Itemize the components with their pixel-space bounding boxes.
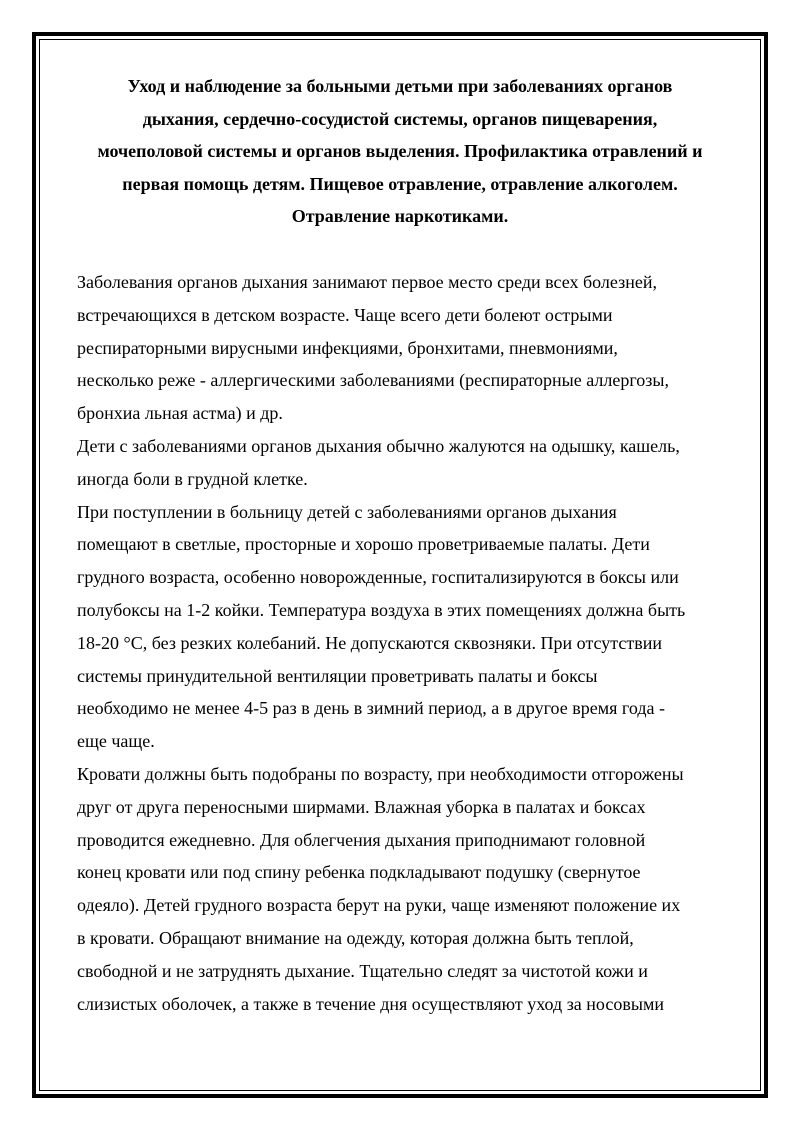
body-line: одеяло). Детей грудного возраста берут на руки, чаще изменяют положение их bbox=[77, 895, 681, 916]
title-line: Отравление наркотиками. bbox=[291, 206, 509, 227]
body-line: Дети с заболеваниями органов дыхания обычно жалуются на одышку, кашель, bbox=[77, 435, 680, 456]
body-line: друг от друга переносными ширмами. Влажная уборка в палатах и боксах bbox=[77, 796, 646, 817]
body-line: грудного возраста, особенно новорожденные, госпитализируются в боксы или bbox=[77, 567, 679, 588]
title-line: дыхания, сердечно-сосудистой системы, органов пищеварения, bbox=[142, 108, 658, 129]
page-title bbox=[60, 70, 740, 233]
body-line: свободной и не затруднять дыхание. Тщательно следят за чистотой кожи и bbox=[77, 960, 648, 981]
body-line: необходимо не менее 4-5 раз в день в зимний период, а в другое время года - bbox=[77, 698, 665, 719]
body-line: проводится ежедневно. Для облегчения дыхания приподнимают головной bbox=[77, 829, 646, 850]
body-text bbox=[77, 266, 737, 1020]
title-line: Уход и наблюдение за больными детьми при заболеваниях органов bbox=[127, 76, 673, 96]
body-line: системы принудительной вентиляции проветривать палаты и боксы bbox=[77, 665, 598, 686]
body-line: в кровати. Обращают внимание на одежду, которая должна быть теплой, bbox=[77, 927, 634, 948]
body-line: несколько реже - аллергическими заболеваниями (респираторные аллергозы, bbox=[77, 370, 669, 391]
body-line: конец кровати или под спину ребенка подкладывают подушку (свернутое bbox=[77, 862, 641, 883]
body-line: Кровати должны быть подобраны по возрасту, при необходимости отгорожены bbox=[77, 763, 684, 784]
body-line: полубоксы на 1-2 койки. Температура воздуха в этих помещениях должна быть bbox=[77, 599, 686, 620]
body-line: помещают в светлые, просторные и хорошо проветриваемые палаты. Дети bbox=[77, 534, 650, 555]
body-line: респираторными вирусными инфекциями, бронхитами, пневмониями, bbox=[77, 337, 618, 358]
body-line: 18-20 °С, без резких колебаний. Не допускаются сквозняки. При отсутствии bbox=[77, 632, 662, 653]
body-line: При поступлении в больницу детей с заболеваниями органов дыхания bbox=[77, 501, 617, 522]
body-line: бронхиа льная астма) и др. bbox=[77, 403, 283, 424]
body-line: еще чаще. bbox=[77, 731, 155, 752]
body-line: Заболевания органов дыхания занимают первое место среди всех болезней, bbox=[77, 272, 657, 292]
body-line: слизистых оболочек, а также в течение дня осуществляют уход за носовыми bbox=[77, 993, 664, 1014]
title-line: первая помощь детям. Пищевое отравление, отравление алкоголем. bbox=[122, 173, 678, 194]
body-line: встречающихся в детском возрасте. Чаще всего дети болеют острыми bbox=[77, 304, 613, 325]
body-line: иногда боли в грудной клетке. bbox=[77, 468, 308, 489]
title-line: мочеполовой системы и органов выделения. Профилактика отравлений и bbox=[97, 141, 703, 162]
